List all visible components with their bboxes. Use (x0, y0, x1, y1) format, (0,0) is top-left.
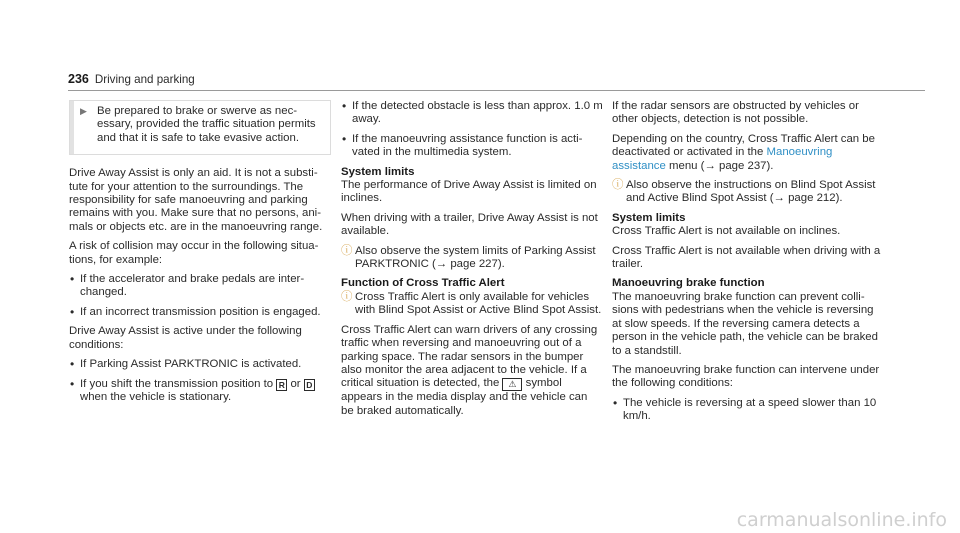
list-item-text: If you shift the transmission position to (80, 377, 274, 390)
column-2 (341, 100, 603, 424)
warning-bar (70, 101, 74, 154)
section-title: Driving and parking (94, 73, 195, 86)
bullet-icon: • (70, 272, 75, 287)
list-item (341, 100, 603, 127)
list-item-text: The vehicle is reversing at a speed slower than 10 km/h. (623, 396, 877, 423)
gear-d-key-icon: D (304, 379, 315, 391)
watermark: carmanualsonline.info (736, 508, 947, 531)
paragraph: The manoeuvring brake function can prevent collisions with pedestrians when the vehicle is reversing at slow speeds. If the reversing camera detects a person in the vehicle path, the vehicle can be braked to a standstill. (612, 290, 878, 357)
subheading: System limits (612, 211, 686, 224)
bullet-icon: • (70, 357, 75, 372)
warning-text: Be prepared to brake or swerve as necessary, provided the traffic situation permits and that it is safe to take evasive action. (97, 105, 316, 144)
note-text: Cross Traffic Alert is only available for vehicles with Blind Spot Assist or Active Blind Spot Assist. (355, 290, 602, 317)
note-text: Also observe the instructions on Blind Spot Assist and Active Blind Spot Assist (→ page 212). (626, 179, 876, 205)
subheading: System limits (341, 165, 415, 178)
paragraph-text: Cross Traffic Alert can warn drivers of any crossing traffic when reversing and manoeuvring out of a parking space. The radar sensors in the bumper also monitor the area adjacent to the vehicle. If a critical situation is detected, the (341, 323, 598, 390)
list-item (612, 397, 882, 424)
info-icon: ⓘ (612, 179, 624, 192)
paragraph-text: symbol appears in the media display and the vehicle can be braked automatically. (341, 377, 588, 417)
note (612, 179, 882, 206)
paragraph: Cross Traffic Alert is not available when driving with a trailer. (612, 244, 881, 271)
list-item (69, 306, 331, 319)
list-item-text: If an incorrect transmission position is engaged. (80, 305, 321, 318)
paragraph: If the radar sensors are obstructed by vehicles or other objects, detection is not possible. (612, 100, 859, 126)
list-item-text: when the vehicle is stationary. (80, 390, 232, 403)
paragraph: Cross Traffic Alert is not available on inclines. (612, 225, 841, 238)
page-header (68, 73, 925, 87)
warning-box (69, 100, 331, 155)
list-item (341, 133, 603, 160)
subheading: Manoeuvring brake function (612, 277, 765, 290)
warning-triangle-icon: ⚠ (502, 378, 522, 391)
column-1 (69, 100, 331, 410)
list-item (69, 378, 331, 405)
page-number: 236 (68, 72, 89, 86)
paragraph: Drive Away Assist is only an aid. It is not a substitute for your attention to the surroundings. The responsibility for safe manoeuvring and parking remains with you. Make sure that no persons, animals or objects etc. are in the manoeuvring range. (69, 167, 323, 233)
list-item-text: or (290, 377, 301, 390)
info-icon: ⓘ (341, 290, 353, 303)
paragraph: The manoeuvring brake function can intervene under the following conditions: (612, 363, 880, 390)
paragraph: Drive Away Assist is active under the following conditions: (69, 325, 302, 351)
paragraph: A risk of collision may occur in the following situations, for example: (69, 240, 319, 266)
list-item-text: If the manoeuvring assistance function is activated in the multimedia system. (352, 132, 583, 159)
bullet-icon: • (70, 304, 75, 319)
note (341, 291, 603, 318)
paragraph (341, 324, 603, 418)
list-item (69, 273, 331, 300)
manoeuvring-assistance-link[interactable]: Manoeuvring assistance (612, 146, 833, 172)
header-rule (68, 90, 925, 91)
subheading: Function of Cross Traffic Alert (341, 277, 505, 290)
info-icon: ⓘ (341, 244, 353, 257)
bullet-icon: • (342, 131, 347, 146)
paragraph-text: Depending on the country, Cross Traffic Alert can be deactivated or activated in the (612, 132, 875, 159)
paragraph: The performance of Drive Away Assist is limited on inclines. (341, 179, 597, 205)
list-item (69, 358, 331, 371)
gear-r-key-icon: R (276, 379, 287, 391)
list-item-text: If Parking Assist PARKTRONIC is activated. (80, 358, 302, 371)
arrow-icon: ▶ (80, 106, 87, 116)
paragraph (612, 133, 882, 173)
note-text: Also observe the system limits of Parking Assist PARKTRONIC (→ page 227). (355, 244, 596, 271)
bullet-icon: • (342, 99, 347, 113)
list-item-text: If the detected obstacle is less than approx. 1.0 m away. (352, 100, 603, 126)
bullet-icon: • (70, 376, 75, 391)
paragraph: When driving with a trailer, Drive Away Assist is not available. (341, 211, 598, 238)
bullet-icon: • (613, 395, 618, 410)
paragraph-text: menu (→ page 237). (669, 159, 774, 172)
list-item-text: If the accelerator and brake pedals are interchanged. (80, 273, 305, 299)
note (341, 245, 603, 272)
column-3 (612, 100, 882, 430)
